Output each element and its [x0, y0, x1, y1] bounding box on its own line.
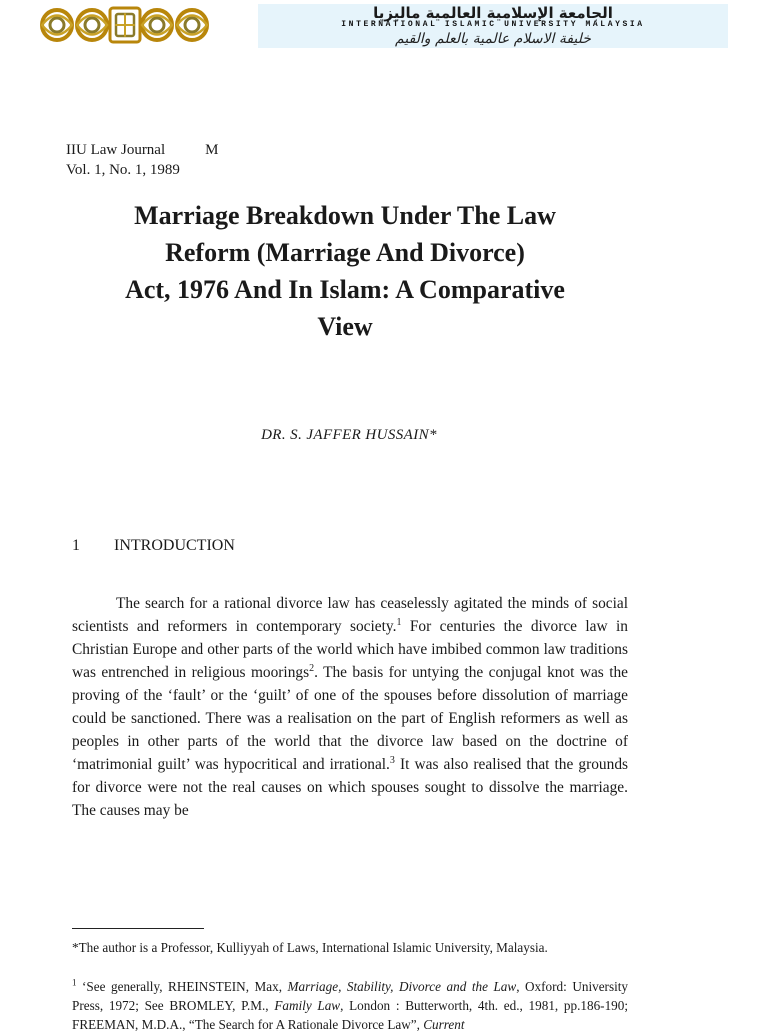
- footnote-marker: 1: [72, 977, 77, 988]
- section-number: 1: [72, 537, 80, 554]
- footnote-text: ‘See generally, RHEINSTEIN, Max,: [76, 979, 288, 994]
- footnote-ref[interactable]: 3: [389, 754, 395, 766]
- paragraph-text: It was also realised that the grounds for divorce were not the real causes on which spouses sought to dissolve the marriage. The causes may be: [72, 756, 628, 819]
- paragraph-text: For centuries the divorce law in Christian Europe and other parts of the world which have imbibed common law traditions was entrenched in religious moorings: [72, 618, 628, 681]
- university-arabic-name: الجامعة الإسلامية العالمية ماليزيا: [373, 4, 613, 22]
- article-title: [60, 197, 630, 345]
- logo-knot-cell: [42, 10, 72, 40]
- section-title: INTRODUCTION: [114, 537, 235, 554]
- paragraph-text: The search for a rational divorce law has ceaselessly agitated the minds of social scientists and reformers in contemporary society.: [72, 595, 628, 635]
- journal-cut-letter: M: [205, 142, 219, 158]
- author-footnote: *The author is a Professor, Kulliyyah of Laws, International Islamic University, Malaysia.: [72, 940, 548, 955]
- logo-center-emblem: [110, 8, 140, 42]
- university-name-strip: [258, 4, 728, 48]
- logo-knot-cell: [142, 10, 172, 40]
- footnote-ref[interactable]: 1: [396, 616, 402, 628]
- footnote-ref[interactable]: 2: [309, 662, 315, 674]
- footnote-book-title: Marriage, Stability, Divorce and the Law: [287, 979, 517, 994]
- title-line: Act, 1976 And In Islam: A Comparative: [125, 275, 565, 304]
- footnote-text: , London : Butterworth, 4th. ed., 1981, pp.186-190; FREEMAN, M.D.A., “The Search for A Rationale Divorce Law”,: [72, 998, 629, 1032]
- footnote-divider: [72, 928, 204, 929]
- title-line: Reform (Marriage And Divorce): [165, 238, 525, 267]
- journal-citation: [66, 140, 219, 180]
- university-english-name: INTERNATIONAL ISLAMIC UNIVERSITY MALAYSIA: [341, 20, 645, 29]
- title-line: Marriage Breakdown Under The Law: [134, 201, 556, 230]
- logo-knot-cell: [177, 10, 207, 40]
- footnote-journal-title: Current: [423, 1017, 465, 1032]
- paragraph-text: . The basis for untying the conjugal knot was the proving of the ‘fault’ or the ‘guilt’ of one of the spouses before dissolution of marriage could be sanctioned. There was a realisation on the part of English reformers as well as peoples in other parts of the world that the divorce law based on the doctrine of ‘matrimonial guilt’ was hypocritical and irrational.: [72, 664, 629, 773]
- journal-name: IIU Law Journal: [66, 142, 166, 158]
- footnote-text: , Oxford: University Press, 1972; See BROMLEY, P.M.,: [72, 979, 628, 1013]
- footnote-1: [72, 977, 628, 1034]
- footnote-book-title: Family Law: [274, 998, 341, 1013]
- university-arabic-motto: خليفة الاسلام عالمية بالعلم والقيم: [395, 31, 591, 47]
- section-heading: [72, 537, 235, 555]
- introduction-paragraph: [72, 592, 628, 822]
- title-line: View: [317, 312, 373, 341]
- masthead-banner: [0, 0, 768, 52]
- article-author: DR. S. JAFFER HUSSAIN*: [261, 427, 437, 443]
- logo-knot-cell: [77, 10, 107, 40]
- journal-issue: Vol. 1, No. 1, 1989: [66, 162, 180, 178]
- journal-name-line: [66, 140, 219, 160]
- ornamental-knot-logo-icon: [36, 4, 212, 46]
